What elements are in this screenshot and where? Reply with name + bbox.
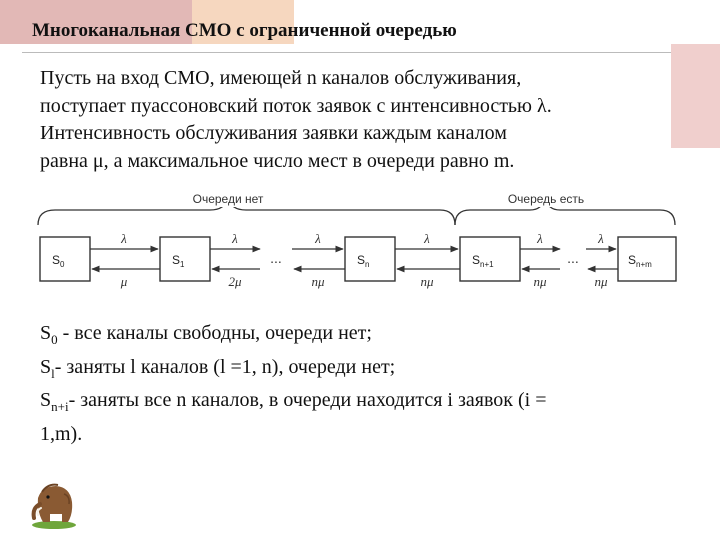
state-s1-label: $S_1$ <box>172 253 185 269</box>
state-s1 <box>160 237 210 281</box>
brace-no-queue-label: Очереди нет <box>192 192 264 206</box>
definition-sni-continued: 1,m). <box>40 422 83 445</box>
lambda-label-3: λ <box>315 231 321 246</box>
lambda-label-4: λ <box>424 231 430 246</box>
lambda-label-1: λ <box>121 231 127 246</box>
state-sn-plus-1-label: $S_{n+1}$ <box>472 253 494 269</box>
definition-s0: $S_0$ - все каналы свободны, очереди нет; <box>40 322 372 347</box>
state-definitions <box>40 320 670 448</box>
intro-line-4: равна μ, а максимальное число мест в очереди равно m. <box>40 149 515 172</box>
mammoth-illustration-icon <box>28 478 80 530</box>
lambda-label-2: λ <box>232 231 238 246</box>
ellipsis-right: ... <box>567 250 579 266</box>
brace-queue-label: Очередь есть <box>507 192 585 206</box>
mu-label-1: μ <box>120 274 128 289</box>
definition-sni: $S_{n+i}-$ заняты все n каналов, в очереди находится i заявок (i = <box>40 389 547 414</box>
intro-line-1: Пусть на вход СМО, имеющей n каналов обслуживания, <box>40 67 522 89</box>
title-divider <box>22 52 671 53</box>
state-sn-plus-m-label: $S_{n+m}$ <box>628 253 652 269</box>
lambda-label-6: λ <box>598 231 604 246</box>
state-sn-plus-1 <box>460 237 520 281</box>
mu-label-3: nμ <box>311 274 325 289</box>
intro-line-2: поступает пуассоновский поток заявок с интенсивностью λ. <box>40 94 552 117</box>
state-s0 <box>40 237 90 281</box>
mu-label-5: nμ <box>533 274 547 289</box>
intro-line-3: Интенсивность обслуживания заявки каждым каналом <box>40 122 507 144</box>
slide-title: Многоканальная СМО с ограниченной очередью <box>32 20 457 41</box>
state-sn <box>345 237 395 281</box>
state-s0-label: $S_0$ <box>52 253 65 269</box>
state-transition-diagram <box>30 185 680 290</box>
definition-sl: $S_l-$ заняты l каналов (l =1, n), очереди нет; <box>40 355 396 381</box>
state-sn-label: $S_n$ <box>357 253 370 269</box>
mu-label-6: nμ <box>594 274 608 289</box>
ellipsis-left: ... <box>270 250 282 266</box>
lambda-label-5: λ <box>537 231 543 246</box>
mu-label-4: nμ <box>420 274 434 289</box>
intro-paragraph <box>40 65 680 175</box>
state-sn-plus-m <box>618 237 676 281</box>
mu-label-2: 2μ <box>228 274 242 289</box>
